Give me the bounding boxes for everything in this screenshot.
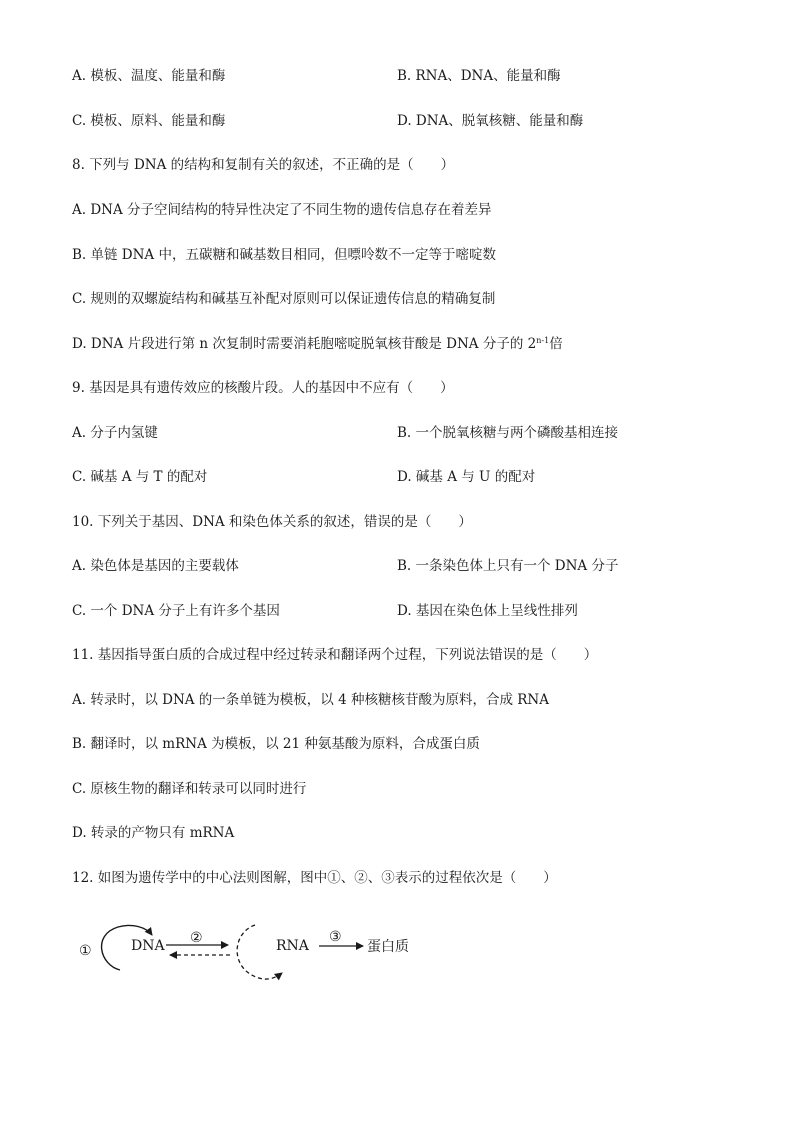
protein-label: 蛋白质 [367,939,409,955]
q11-option-d: D. 转录的产物只有 mRNA [72,825,235,841]
q7-option-a: A. 模板、温度、能量和酶 [72,68,226,84]
q11-stem: 11. 基因指导蛋白质的合成过程中经过转录和翻译两个过程，下列说法错误的是（ ） [72,647,598,663]
q11-option-c: C. 原核生物的翻译和转录可以同时进行 [72,781,307,797]
q7-option-c: C. 模板、原料、能量和酶 [72,113,226,129]
label-transcription: ② [190,930,203,946]
q9-option-d: D. 碱基 A 与 U 的配对 [397,469,536,485]
q9-option-a: A. 分子内氢键 [72,425,158,441]
q11-option-a: A. 转录时，以 DNA 的一条单链为模板，以 4 种核糖核苷酸为原料，合成 RNA [72,692,549,708]
label-replication: ① [79,943,92,959]
dna-label: DNA [131,938,165,954]
q10-option-b: B. 一条染色体上只有一个 DNA 分子 [397,558,619,574]
q7-option-d: D. DNA、脱氧核糖、能量和酶 [397,113,584,129]
q8-option-d-text: D. DNA 片段进行第 n 次复制时需要消耗胞嘧啶脱氧核苷酸是 DNA 分子的 2 [72,336,537,352]
q8-option-d [72,335,563,353]
q7-option-b: B. RNA、DNA、能量和酶 [397,68,561,84]
rna-label: RNA [276,938,309,954]
central-dogma-diagram [70,915,430,987]
q10-option-d: D. 基因在染色体上呈线性排列 [397,603,578,619]
q9-option-b: B. 一个脱氧核糖与两个磷酸基相连接 [397,425,619,441]
q12-stem: 12. 如图为遗传学中的中心法则图解，图中①、②、③表示的过程依次是（ ） [72,870,557,886]
q9-stem: 9. 基因是具有遗传效应的核酸片段。人的基因中不应有（ ） [72,380,454,396]
q8-option-b: B. 单链 DNA 中，五碳糖和碱基数目相同，但嘌呤数不一定等于嘧啶数 [72,247,496,263]
q8-option-c: C. 规则的双螺旋结构和碱基互补配对原则可以保证遗传信息的精确复制 [72,291,496,307]
q8-option-d-suffix: 倍 [549,336,563,352]
q8-option-a: A. DNA 分子空间结构的特异性决定了不同生物的遗传信息存在着差异 [72,202,492,218]
label-translation: ③ [329,929,342,945]
q10-option-c: C. 一个 DNA 分子上有许多个基因 [72,603,280,619]
q10-stem: 10. 下列关于基因、DNA 和染色体关系的叙述，错误的是（ ） [72,514,472,530]
q8-option-d-exponent: n-1 [536,336,550,345]
q9-option-c: C. 碱基 A 与 T 的配对 [72,469,208,485]
q8-stem: 8. 下列与 DNA 的结构和复制有关的叙述，不正确的是（ ） [72,157,455,173]
q11-option-b: B. 翻译时，以 mRNA 为模板，以 21 种氨基酸为原料，合成蛋白质 [72,736,480,752]
q10-option-a: A. 染色体是基因的主要载体 [72,558,239,574]
